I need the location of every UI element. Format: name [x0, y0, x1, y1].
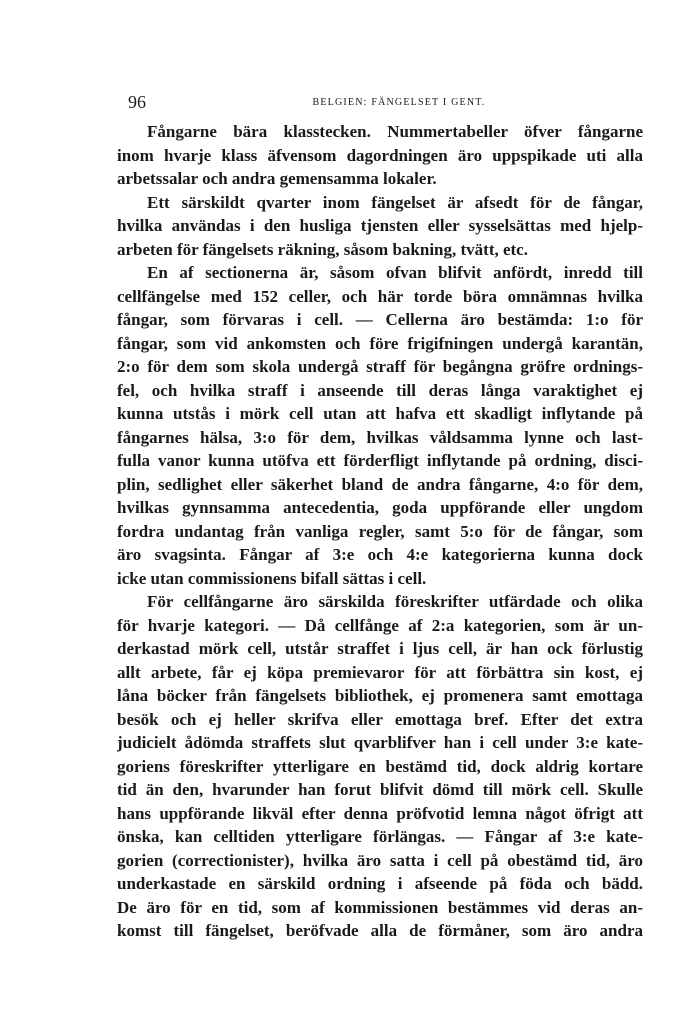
- text-line: En af sectionerna är, såsom ofvan blifvit anfördt, inredd till: [147, 263, 643, 282]
- text-line: hvilka användas i den husliga tjensten eller sysselsättas med hjelp-: [117, 216, 643, 235]
- text-line: arbetssalar och andra gemensamma lokaler.: [117, 169, 437, 188]
- text-line: allt arbete, får ej köpa premievaror för att förbättra sin kost, ej: [117, 662, 643, 682]
- text-line: Fångarne bära klasstecken. Nummertabeller öfver fångarne: [147, 122, 643, 141]
- text-line: gorien (correctionister), hvilka äro satta i cell på obestämd tid, äro: [117, 850, 643, 870]
- running-header: [116, 92, 642, 114]
- text-line: kunna utstås i mörk cell utan att hafva ett skadligt inflytande på: [117, 404, 643, 423]
- text-line: arbeten för fängelsets räkning, såsom bakning, tvätt, etc.: [117, 239, 528, 259]
- text-line: underkastade en särskild ordning i afseende på föda och bädd.: [117, 874, 643, 893]
- text-line: fångar, som vid ankomsten och före frigifningen undergå karantän,: [117, 333, 643, 353]
- text-line: icke utan commissionens bifall sättas i cell.: [117, 568, 427, 588]
- text-line: komst till fängelset, beröfvade alla de förmåner, som äro andra: [117, 921, 643, 940]
- running-title: BELGIEN: FÄNGELSET I GENT.: [312, 97, 486, 108]
- text-line: fångarnes hälsa, 3:o för dem, hvilkas våldsamma lynne och last-: [117, 427, 643, 447]
- text-line: tid än den, hvarunder han forut blifvit dömd till mörk cell. Skulle: [117, 780, 643, 799]
- text-line: fångar, som förvaras i cell. — Cellerna äro bestämda: 1:o för: [117, 310, 643, 329]
- text-line: fordra undantag från vanliga regler, samt 5:o för de fångar, som: [117, 521, 643, 541]
- paragraph: [117, 261, 643, 590]
- text-line: De äro för en tid, som af kommissionen bestämmes vid deras an-: [117, 897, 643, 917]
- paragraph: [117, 191, 643, 262]
- text-line: För cellfångarne äro särskilda föreskrifter utfärdade och olika: [147, 592, 643, 611]
- text-line: derkastad mörk cell, utstår straffet i ljus cell, är han ock förlustig: [117, 639, 643, 658]
- text-line: äro svagsinta. Fångar af 3:e och 4:e kategorierna kunna dock: [117, 545, 643, 564]
- text-line: judicielt ådömda straffets slut qvarblifver han i cell under 3:e kate-: [117, 733, 643, 752]
- text-line: fulla vanor kunna utöfva ett förderfligt inflytande på ordning, disci-: [117, 451, 643, 470]
- text-line: låna böcker från fängelsets bibliothek, ej promenera samt emottaga: [117, 686, 643, 705]
- text-line: fel, och hvilka straff i anseende till deras långa varaktighet ej: [117, 380, 643, 400]
- body-text: [117, 120, 643, 943]
- text-line: cellfängelse med 152 celler, och här torde böra omnämnas hvilka: [117, 286, 643, 306]
- paragraph: [117, 120, 643, 191]
- text-line: hvilkas gynnsamma antecedentia, goda uppförande eller ungdom: [117, 498, 643, 517]
- text-line: goriens föreskrifter ytterligare en bestämd tid, dock aldrig kortare: [117, 756, 643, 776]
- page-number: 96: [128, 92, 146, 112]
- text-line: inom hvarje klass äfvensom dagordningen äro uppspikade uti alla: [117, 145, 643, 165]
- text-line: 2:o för dem som skola undergå straff för begångna gröfre ordnings-: [117, 357, 643, 376]
- text-line: Ett särskildt qvarter inom fängelset är afsedt för de fångar,: [147, 192, 643, 212]
- paragraph: [117, 590, 643, 943]
- text-line: plin, sedlighet eller säkerhet bland de andra fångarne, 4:o för dem,: [117, 474, 643, 494]
- text-line: hans uppförande likväl efter denna pröfvotid lemna något öfrigt att: [117, 803, 643, 823]
- text-line: för hvarje kategori. — Då cellfånge af 2:a kategorien, som är un-: [117, 615, 643, 635]
- text-line: besök och ej heller skrifva eller emottaga bref. Efter det extra: [117, 709, 643, 729]
- text-line: önska, kan celltiden ytterligare förlängas. — Fångar af 3:e kate-: [117, 827, 643, 846]
